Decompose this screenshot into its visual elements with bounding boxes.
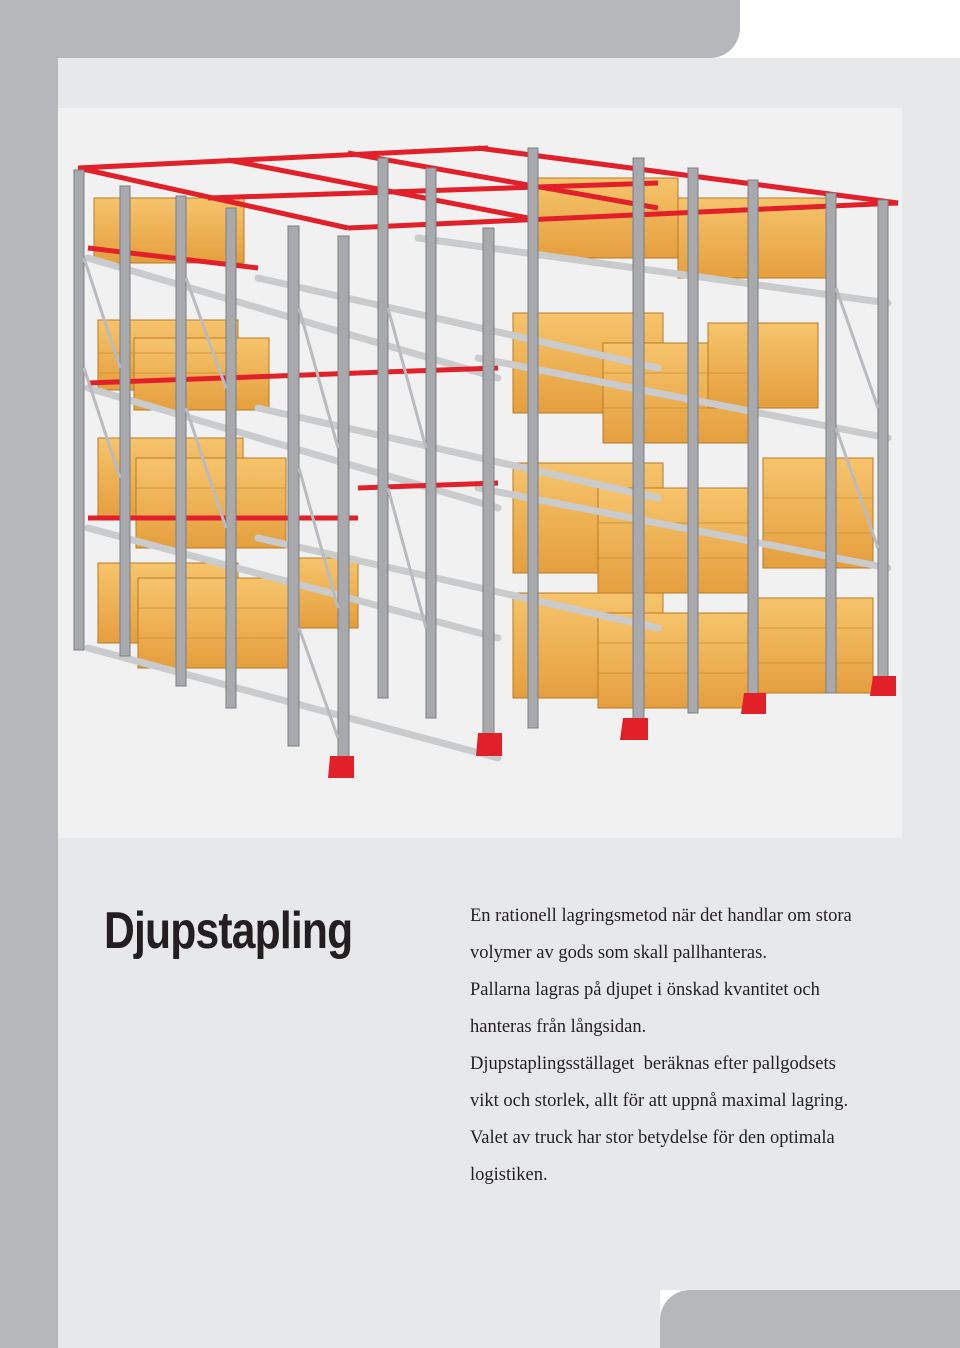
body-line: volymer av gods som skall pallhanteras.	[470, 943, 767, 963]
racking-illustration-svg	[58, 108, 902, 838]
body-line: vikt och storlek, allt för att uppnå maximal lagring.	[470, 1091, 849, 1111]
body-line: En rationell lagringsmetod när det handlar om stora	[470, 906, 852, 926]
body-line: hanteras från långsidan.	[470, 1017, 647, 1037]
body-line: Djupstaplingsställaget beräknas efter pallgodsets	[470, 1054, 836, 1074]
body-paragraph	[470, 898, 910, 1194]
page-frame-top	[0, 0, 740, 58]
body-line: Pallarna lagras på djupet i önskad kvantitet och	[470, 980, 820, 1000]
body-line: logistiken.	[470, 1165, 548, 1185]
page-frame-bottom	[660, 1290, 960, 1348]
page-frame-left	[0, 0, 58, 1348]
body-line: Valet av truck har stor betydelse för den optimala	[470, 1128, 835, 1148]
content-panel-bottom	[58, 1290, 660, 1348]
racking-illustration	[58, 108, 902, 838]
page-heading: Djupstapling	[104, 902, 353, 960]
